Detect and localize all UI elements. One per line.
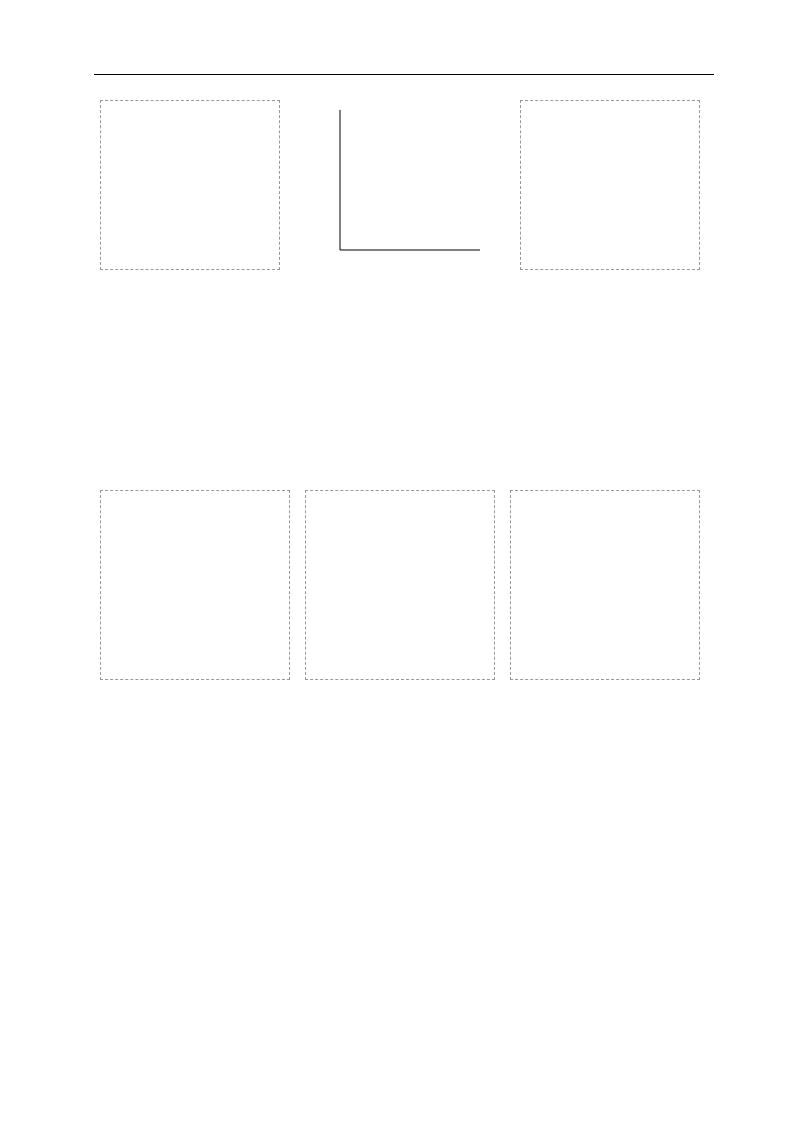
question-line (115, 794, 705, 826)
figure-row2-2-placeholder (305, 490, 495, 680)
question-line (115, 408, 705, 440)
question-line (115, 376, 705, 408)
questions-part-b (115, 730, 705, 922)
question-line (115, 762, 705, 794)
question-line (115, 312, 705, 344)
page-header (94, 52, 714, 75)
figure-row2-3-placeholder (510, 490, 700, 680)
figure-row2-2 (305, 490, 495, 710)
question-line (115, 440, 705, 472)
question-line (115, 890, 705, 922)
figure-row-2 (100, 490, 700, 710)
question-line (115, 858, 705, 890)
figure-1-placeholder (100, 100, 280, 270)
line-chart (310, 100, 490, 270)
question-line (115, 730, 705, 762)
questions-part-a (115, 312, 705, 504)
figure-3 (520, 100, 700, 300)
figure-3-placeholder (520, 100, 700, 270)
figure-row2-3 (510, 490, 700, 710)
figure-2-chart (310, 100, 490, 300)
figure-row2-1-placeholder (100, 490, 290, 680)
question-line (115, 826, 705, 858)
figure-1 (100, 100, 280, 300)
question-line (115, 344, 705, 376)
figure-row2-1 (100, 490, 290, 710)
figure-row-1 (100, 100, 700, 300)
